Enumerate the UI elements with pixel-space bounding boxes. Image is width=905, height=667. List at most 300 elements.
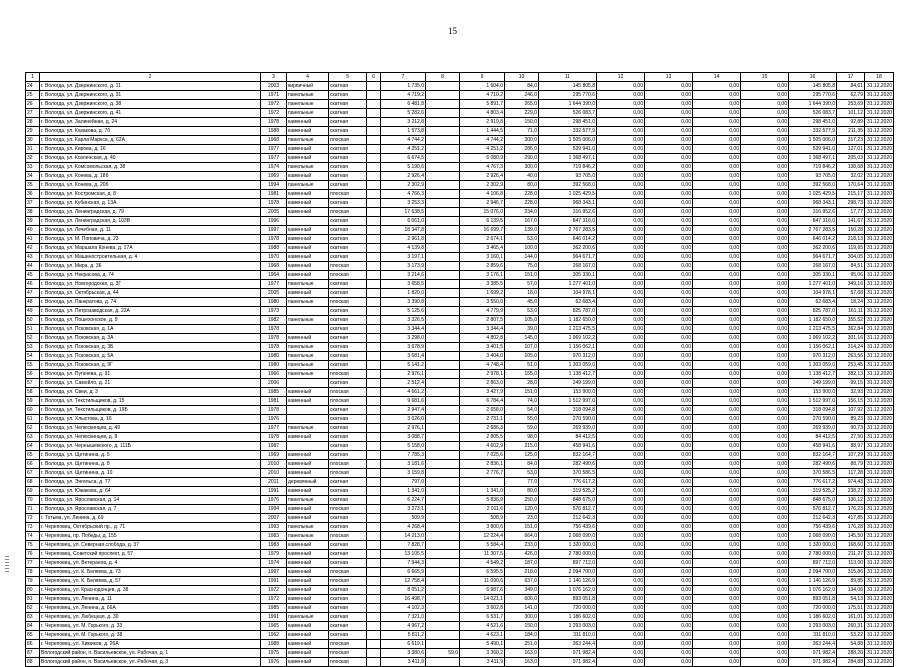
table-cell: 0,00 (693, 361, 741, 370)
table-cell: 2 302,9 (381, 181, 426, 190)
table-cell: 77 (26, 559, 40, 568)
table-cell: 0,00 (693, 388, 741, 397)
table-cell: 0,00 (597, 109, 645, 118)
table-cell: 31.12.2020 (865, 127, 894, 136)
table-cell: 88 (26, 658, 40, 667)
table-cell: 0,00 (741, 613, 789, 622)
table-cell (426, 478, 460, 487)
table-cell: 776 617,2 (539, 478, 597, 487)
table-cell: 68 (26, 478, 40, 487)
table-cell: 0,00 (597, 334, 645, 343)
table-cell: 0,00 (645, 100, 693, 109)
table-cell: 1988 (261, 127, 287, 136)
table-cell: 78 (26, 568, 40, 577)
column-number-cell: 14 (693, 73, 741, 82)
table-cell: плоская (329, 388, 367, 397)
table-cell: 70 (26, 496, 40, 505)
column-number-cell: 1 (26, 73, 40, 82)
table-row (26, 262, 894, 271)
table-cell: 2011 (261, 478, 287, 487)
table-cell (426, 199, 460, 208)
table-cell: скатная (329, 343, 367, 352)
table-cell: панельные (287, 163, 329, 172)
table-cell: г. Вологда, ул. Дзержинского, д. 38 (40, 100, 261, 109)
table-cell: 58 (26, 388, 40, 397)
table-cell: 62 683,4 (539, 298, 597, 307)
table-cell: 0,00 (597, 181, 645, 190)
table-cell: 1 341,0 (460, 487, 505, 496)
table-cell: Вологодский район, п. Васильевское, ул. Рабочая, д. 1 (40, 649, 261, 658)
table-cell: 0,00 (741, 595, 789, 604)
table-cell: 0,00 (741, 199, 789, 208)
table-cell: плоская (329, 460, 367, 469)
table-cell: 105,0 (505, 352, 539, 361)
table-cell (426, 532, 460, 541)
table-cell: г. Вологда, ул. Дзержинского, д. 11 (40, 82, 261, 91)
table-cell: 4 623,1 (460, 631, 505, 640)
table-cell (367, 334, 381, 343)
table-cell: 5 490,1 (460, 640, 505, 649)
table-cell: 0,00 (741, 415, 789, 424)
table-cell: 0,00 (597, 325, 645, 334)
table-cell (426, 442, 460, 451)
table-cell: 0,00 (645, 316, 693, 325)
table-cell: 3 411,9 (460, 658, 505, 667)
table-cell: 84,0 (505, 82, 539, 91)
table-cell: 6 139,5 (460, 217, 505, 226)
table-cell (426, 496, 460, 505)
table-cell: 269 939,0 (789, 424, 837, 433)
table-cell: 304,05 (837, 253, 865, 262)
table-cell: 2 836,1 (460, 460, 505, 469)
table-cell (426, 505, 460, 514)
table-cell: 576 812,7 (539, 505, 597, 514)
table-cell: 897 712,0 (539, 559, 597, 568)
table-cell (426, 523, 460, 532)
table-cell: 332 577,9 (789, 127, 837, 136)
table-cell: 0,00 (645, 505, 693, 514)
table-cell: 0,00 (741, 460, 789, 469)
table-cell: 897 712,0 (789, 559, 837, 568)
table-cell: 646 014,2 (789, 235, 837, 244)
table-cell: 0,00 (645, 325, 693, 334)
table-cell: 31.12.2020 (865, 415, 894, 424)
table-cell: 134,06 (837, 586, 865, 595)
table-cell: 0,00 (645, 154, 693, 163)
table-cell: скатная (329, 109, 367, 118)
table-cell: 31.12.2020 (865, 334, 894, 343)
table-cell: 0,00 (645, 631, 693, 640)
table-cell (426, 658, 460, 667)
table-row (26, 577, 894, 586)
table-cell: г. Вологда, ул. Некрасова, д. 74 (40, 271, 261, 280)
table-cell: 964 671,7 (789, 253, 837, 262)
table-cell: скатная (329, 307, 367, 316)
table-cell: 316 952,6 (539, 208, 597, 217)
table-cell (426, 451, 460, 460)
table-cell: панельные (287, 109, 329, 118)
table-cell: 319 525,2 (539, 487, 597, 496)
table-row (26, 226, 894, 235)
table-cell: 1993 (261, 523, 287, 532)
table-cell: 6 481,8 (381, 100, 426, 109)
table-cell: 0,00 (741, 352, 789, 361)
table-row (26, 370, 894, 379)
table-row (26, 541, 894, 550)
table-cell: 0,00 (597, 514, 645, 523)
table-cell: 847 316,0 (789, 217, 837, 226)
table-cell (426, 514, 460, 523)
table-cell (367, 622, 381, 631)
table-cell: г. Вологда, ул. Псковская, д. 3А (40, 334, 261, 343)
table-cell: 1980 (261, 352, 287, 361)
table-cell (367, 307, 381, 316)
table-cell: 76 (26, 550, 40, 559)
table-cell (367, 226, 381, 235)
table-cell: скатная (329, 118, 367, 127)
table-cell: 0,00 (693, 505, 741, 514)
table-cell: 0,00 (693, 496, 741, 505)
table-cell: 319 525,2 (789, 487, 837, 496)
table-cell: плоская (329, 136, 367, 145)
table-cell: 0,00 (597, 406, 645, 415)
table-cell: 0,00 (693, 640, 741, 649)
table-cell (367, 199, 381, 208)
table-cell: 3 326,5 (381, 316, 426, 325)
table-cell: 1 025 429,5 (539, 190, 597, 199)
table-cell: панельные (287, 532, 329, 541)
table-cell: 301,16 (837, 334, 865, 343)
table-cell: 104 978,1 (789, 289, 837, 298)
table-cell: 282 490,6 (539, 460, 597, 469)
table-cell (426, 289, 460, 298)
table-cell: скатная (329, 154, 367, 163)
table-cell: 101,12 (837, 109, 865, 118)
table-cell: 57,68 (837, 289, 865, 298)
table-cell: 1 512 997,0 (789, 397, 837, 406)
table-cell: 1988 (261, 244, 287, 253)
table-cell: плоская (329, 568, 367, 577)
table-cell: 0,00 (693, 415, 741, 424)
table-cell: 117,28 (837, 469, 865, 478)
table-cell: 1965 (261, 622, 287, 631)
table-cell: 832 164,7 (539, 451, 597, 460)
table-cell: 290,0 (505, 154, 539, 163)
table-cell: 1978 (261, 433, 287, 442)
table-cell: 0,00 (597, 163, 645, 172)
table-cell: 0,00 (693, 118, 741, 127)
table-cell: 250,0 (505, 496, 539, 505)
table-cell: 0,00 (741, 442, 789, 451)
table-cell: 1983 (261, 541, 287, 550)
table-cell: 3 088,7 (381, 433, 426, 442)
table-cell: 0,00 (597, 280, 645, 289)
table-cell: 1970 (261, 253, 287, 262)
table-row (26, 271, 894, 280)
table-cell: 295 770,6 (539, 91, 597, 100)
table-cell: г. Вологда, ул. Казакова, д. 7б (40, 127, 261, 136)
table-cell: 4 602,9 (460, 442, 505, 451)
table-cell (426, 262, 460, 271)
table-cell: 1 025 429,5 (789, 190, 837, 199)
table-cell: 45 (26, 271, 40, 280)
table-cell (367, 235, 381, 244)
table-cell: 1 969 102,2 (539, 334, 597, 343)
table-row (26, 280, 894, 289)
table-cell: 0,00 (597, 91, 645, 100)
table-cell: 0,00 (693, 127, 741, 136)
table-cell: 0,00 (693, 217, 741, 226)
table-cell: 317,23 (837, 136, 865, 145)
table-cell: 31.12.2020 (865, 325, 894, 334)
table-cell: 0,00 (693, 280, 741, 289)
table-cell: 2 805,5 (460, 433, 505, 442)
table-cell: 0,00 (741, 604, 789, 613)
table-cell: 0,00 (597, 523, 645, 532)
table-cell: 11 090,6 (460, 577, 505, 586)
table-cell: 1 156 062,1 (789, 343, 837, 352)
table-cell (367, 379, 381, 388)
table-cell: 0,00 (741, 334, 789, 343)
table-cell: скатная (329, 613, 367, 622)
table-cell: 90,73 (837, 424, 865, 433)
table-row (26, 496, 894, 505)
table-cell (367, 532, 381, 541)
table-cell: 31.12.2020 (865, 118, 894, 127)
table-cell: 0,00 (741, 397, 789, 406)
table-cell (367, 658, 381, 667)
table-cell: 1 186 602,0 (789, 613, 837, 622)
table-row (26, 334, 894, 343)
table-cell: скатная (329, 496, 367, 505)
table-cell: 127,01 (837, 145, 865, 154)
table-cell: 0,00 (645, 343, 693, 352)
table-cell: каменный (287, 433, 329, 442)
column-number-cell: 12 (597, 73, 645, 82)
table-cell: 0,00 (645, 361, 693, 370)
table-cell: 31.12.2020 (865, 154, 894, 163)
table-cell (367, 487, 381, 496)
table-cell: 0,00 (693, 478, 741, 487)
table-cell: 12 758,4 (381, 577, 426, 586)
table-cell: 0,00 (693, 397, 741, 406)
table-cell: 31.12.2020 (865, 397, 894, 406)
table-cell: 0,00 (645, 541, 693, 550)
table-cell: 971 982,4 (789, 649, 837, 658)
table-cell: 0,00 (741, 172, 789, 181)
table-cell: 13 105,5 (381, 550, 426, 559)
table-cell: 0,00 (741, 181, 789, 190)
table-cell: 300,0 (505, 163, 539, 172)
table-cell (367, 595, 381, 604)
table-cell: 2 767 283,5 (789, 226, 837, 235)
table-cell: 7 944,3 (381, 559, 426, 568)
table-cell: 3 550,0 (460, 298, 505, 307)
table-cell: 1985 (261, 604, 287, 613)
column-number-cell: 15 (741, 73, 789, 82)
table-cell: 2 686,3 (460, 424, 505, 433)
table-cell: скатная (329, 235, 367, 244)
table-cell: 3 411,9 (381, 658, 426, 667)
table-cell: 150,28 (837, 226, 865, 235)
table-cell: 1 138 412,7 (539, 370, 597, 379)
table-cell: 1976 (261, 415, 287, 424)
table-cell: плоская (329, 370, 367, 379)
table-row (26, 469, 894, 478)
table-cell: панельные (287, 424, 329, 433)
table-cell: 0,00 (645, 532, 693, 541)
table-cell: г. Вологда, ул. Кирова, д. 16 (40, 145, 261, 154)
table-cell (460, 478, 505, 487)
table-cell (426, 100, 460, 109)
table-cell: 2 658,0 (460, 406, 505, 415)
table-cell: г. Вологда, ул. Панкратова, д. 74 (40, 298, 261, 307)
table-cell: 300,0 (505, 613, 539, 622)
table-cell: 39,0 (505, 325, 539, 334)
table-row (26, 172, 894, 181)
table-cell (367, 181, 381, 190)
table-cell: каменный (287, 397, 329, 406)
table-cell (426, 109, 460, 118)
table-cell: 31.12.2020 (865, 217, 894, 226)
table-cell: 163,0 (505, 658, 539, 667)
table-cell: 31.12.2020 (865, 388, 894, 397)
table-cell: 0,00 (693, 613, 741, 622)
table-cell: 0,00 (645, 91, 693, 100)
table-cell: 0,00 (693, 109, 741, 118)
table-cell: 0,00 (693, 190, 741, 199)
table-cell: 0,00 (597, 415, 645, 424)
table-cell: 270 590,0 (789, 415, 837, 424)
table-cell: 0,00 (597, 559, 645, 568)
table-cell: 0,00 (741, 640, 789, 649)
table-row (26, 442, 894, 451)
table-cell: 0,00 (741, 226, 789, 235)
table-cell: 0,00 (693, 442, 741, 451)
table-cell: 1972 (261, 595, 287, 604)
table-cell: 2 978,1 (460, 370, 505, 379)
table-cell (426, 604, 460, 613)
table-cell: г. Вологда, ул. Дзержинского, д. 41 (40, 109, 261, 118)
table-cell: 4 549,2 (460, 559, 505, 568)
table-cell: 1 182 650,0 (539, 316, 597, 325)
table-cell: 0,00 (597, 397, 645, 406)
table-cell: панельные (287, 280, 329, 289)
table-cell (426, 298, 460, 307)
table-cell: каменный (287, 253, 329, 262)
table-cell: 964 671,7 (539, 253, 597, 262)
table-cell (367, 415, 381, 424)
table-cell: 0,00 (597, 631, 645, 640)
table-cell: 0,00 (741, 586, 789, 595)
table-cell: скатная (329, 82, 367, 91)
table-cell: 113,00 (837, 559, 865, 568)
table-cell: 119,65 (837, 244, 865, 253)
table-cell: 1991 (261, 577, 287, 586)
table-cell: 2 807,5 (460, 316, 505, 325)
table-cell: 0,00 (741, 280, 789, 289)
table-cell: 31.12.2020 (865, 343, 894, 352)
table-cell: г. Череповец, ул. Любецкая, д. 30 (40, 613, 261, 622)
table-cell: панельные (287, 298, 329, 307)
table-cell: 0,00 (741, 235, 789, 244)
table-cell: 205,03 (837, 154, 865, 163)
table-cell: 1 644 390,0 (539, 100, 597, 109)
table-cell: 315,86 (837, 568, 865, 577)
table-cell: 93 705,0 (789, 172, 837, 181)
table-cell (367, 145, 381, 154)
table-cell (367, 352, 381, 361)
table-cell: 69 (26, 487, 40, 496)
table-cell: 1977 (261, 424, 287, 433)
table-cell: 74 (26, 532, 40, 541)
table-cell: 31.12.2020 (865, 586, 894, 595)
table-cell: 0,00 (693, 325, 741, 334)
table-cell: 31.12.2020 (865, 190, 894, 199)
table-cell: 1977 (261, 154, 287, 163)
table-cell: скатная (329, 316, 367, 325)
table-cell: скатная (329, 586, 367, 595)
table-cell: скатная (329, 424, 367, 433)
table-cell: 3 360,2 (460, 649, 505, 658)
table-cell: 4 744,2 (381, 136, 426, 145)
table-cell: 0,00 (693, 208, 741, 217)
table-cell: 286,0 (505, 145, 539, 154)
table-cell: 31.12.2020 (865, 568, 894, 577)
table-cell: 1 293 003,0 (539, 622, 597, 631)
table-cell: 417,85 (837, 514, 865, 523)
table-cell: 0,00 (741, 253, 789, 262)
table-cell: скатная (329, 433, 367, 442)
table-cell: 0,00 (741, 469, 789, 478)
table-cell: каменный (287, 208, 329, 217)
table-cell: 0,00 (597, 586, 645, 595)
table-cell: 0,00 (693, 451, 741, 460)
table-cell: 268 167,0 (789, 262, 837, 271)
table-row (26, 145, 894, 154)
table-cell: 458 941,6 (789, 442, 837, 451)
table-cell: 0,00 (597, 100, 645, 109)
table-cell: г. Вологда, ул. Псковская, д. 5А (40, 352, 261, 361)
table-cell: 0,00 (741, 361, 789, 370)
table-cell: 161,11 (837, 307, 865, 316)
table-cell: 0,00 (597, 433, 645, 442)
table-cell: 1977 (261, 280, 287, 289)
table-cell: 176,23 (837, 505, 865, 514)
table-cell: плоская (329, 640, 367, 649)
table-cell: 0,00 (693, 334, 741, 343)
table-cell: г. Тотьма, ул. Ленина, д. 69 (40, 514, 261, 523)
table-cell: панельные (287, 136, 329, 145)
table-row (26, 388, 894, 397)
table-cell: 1985 (261, 388, 287, 397)
table-cell: 0,00 (741, 217, 789, 226)
table-cell: 1987 (261, 442, 287, 451)
table-cell: 1978 (261, 199, 287, 208)
table-cell: 5 811,2 (381, 631, 426, 640)
table-cell: скатная (329, 415, 367, 424)
table-cell: 0,00 (597, 505, 645, 514)
table-cell: 0,00 (597, 379, 645, 388)
table-cell: 5 158,0 (381, 442, 426, 451)
table-cell: 71 (26, 505, 40, 514)
table-cell: 0,00 (645, 352, 693, 361)
table-cell: каменный (287, 451, 329, 460)
table-cell: 263,56 (837, 352, 865, 361)
table-cell: 15 076,0 (460, 208, 505, 217)
table-cell: г. Череповец, ул. Краснодонцев, д. 38 (40, 586, 261, 595)
table-cell: 31.12.2020 (865, 379, 894, 388)
